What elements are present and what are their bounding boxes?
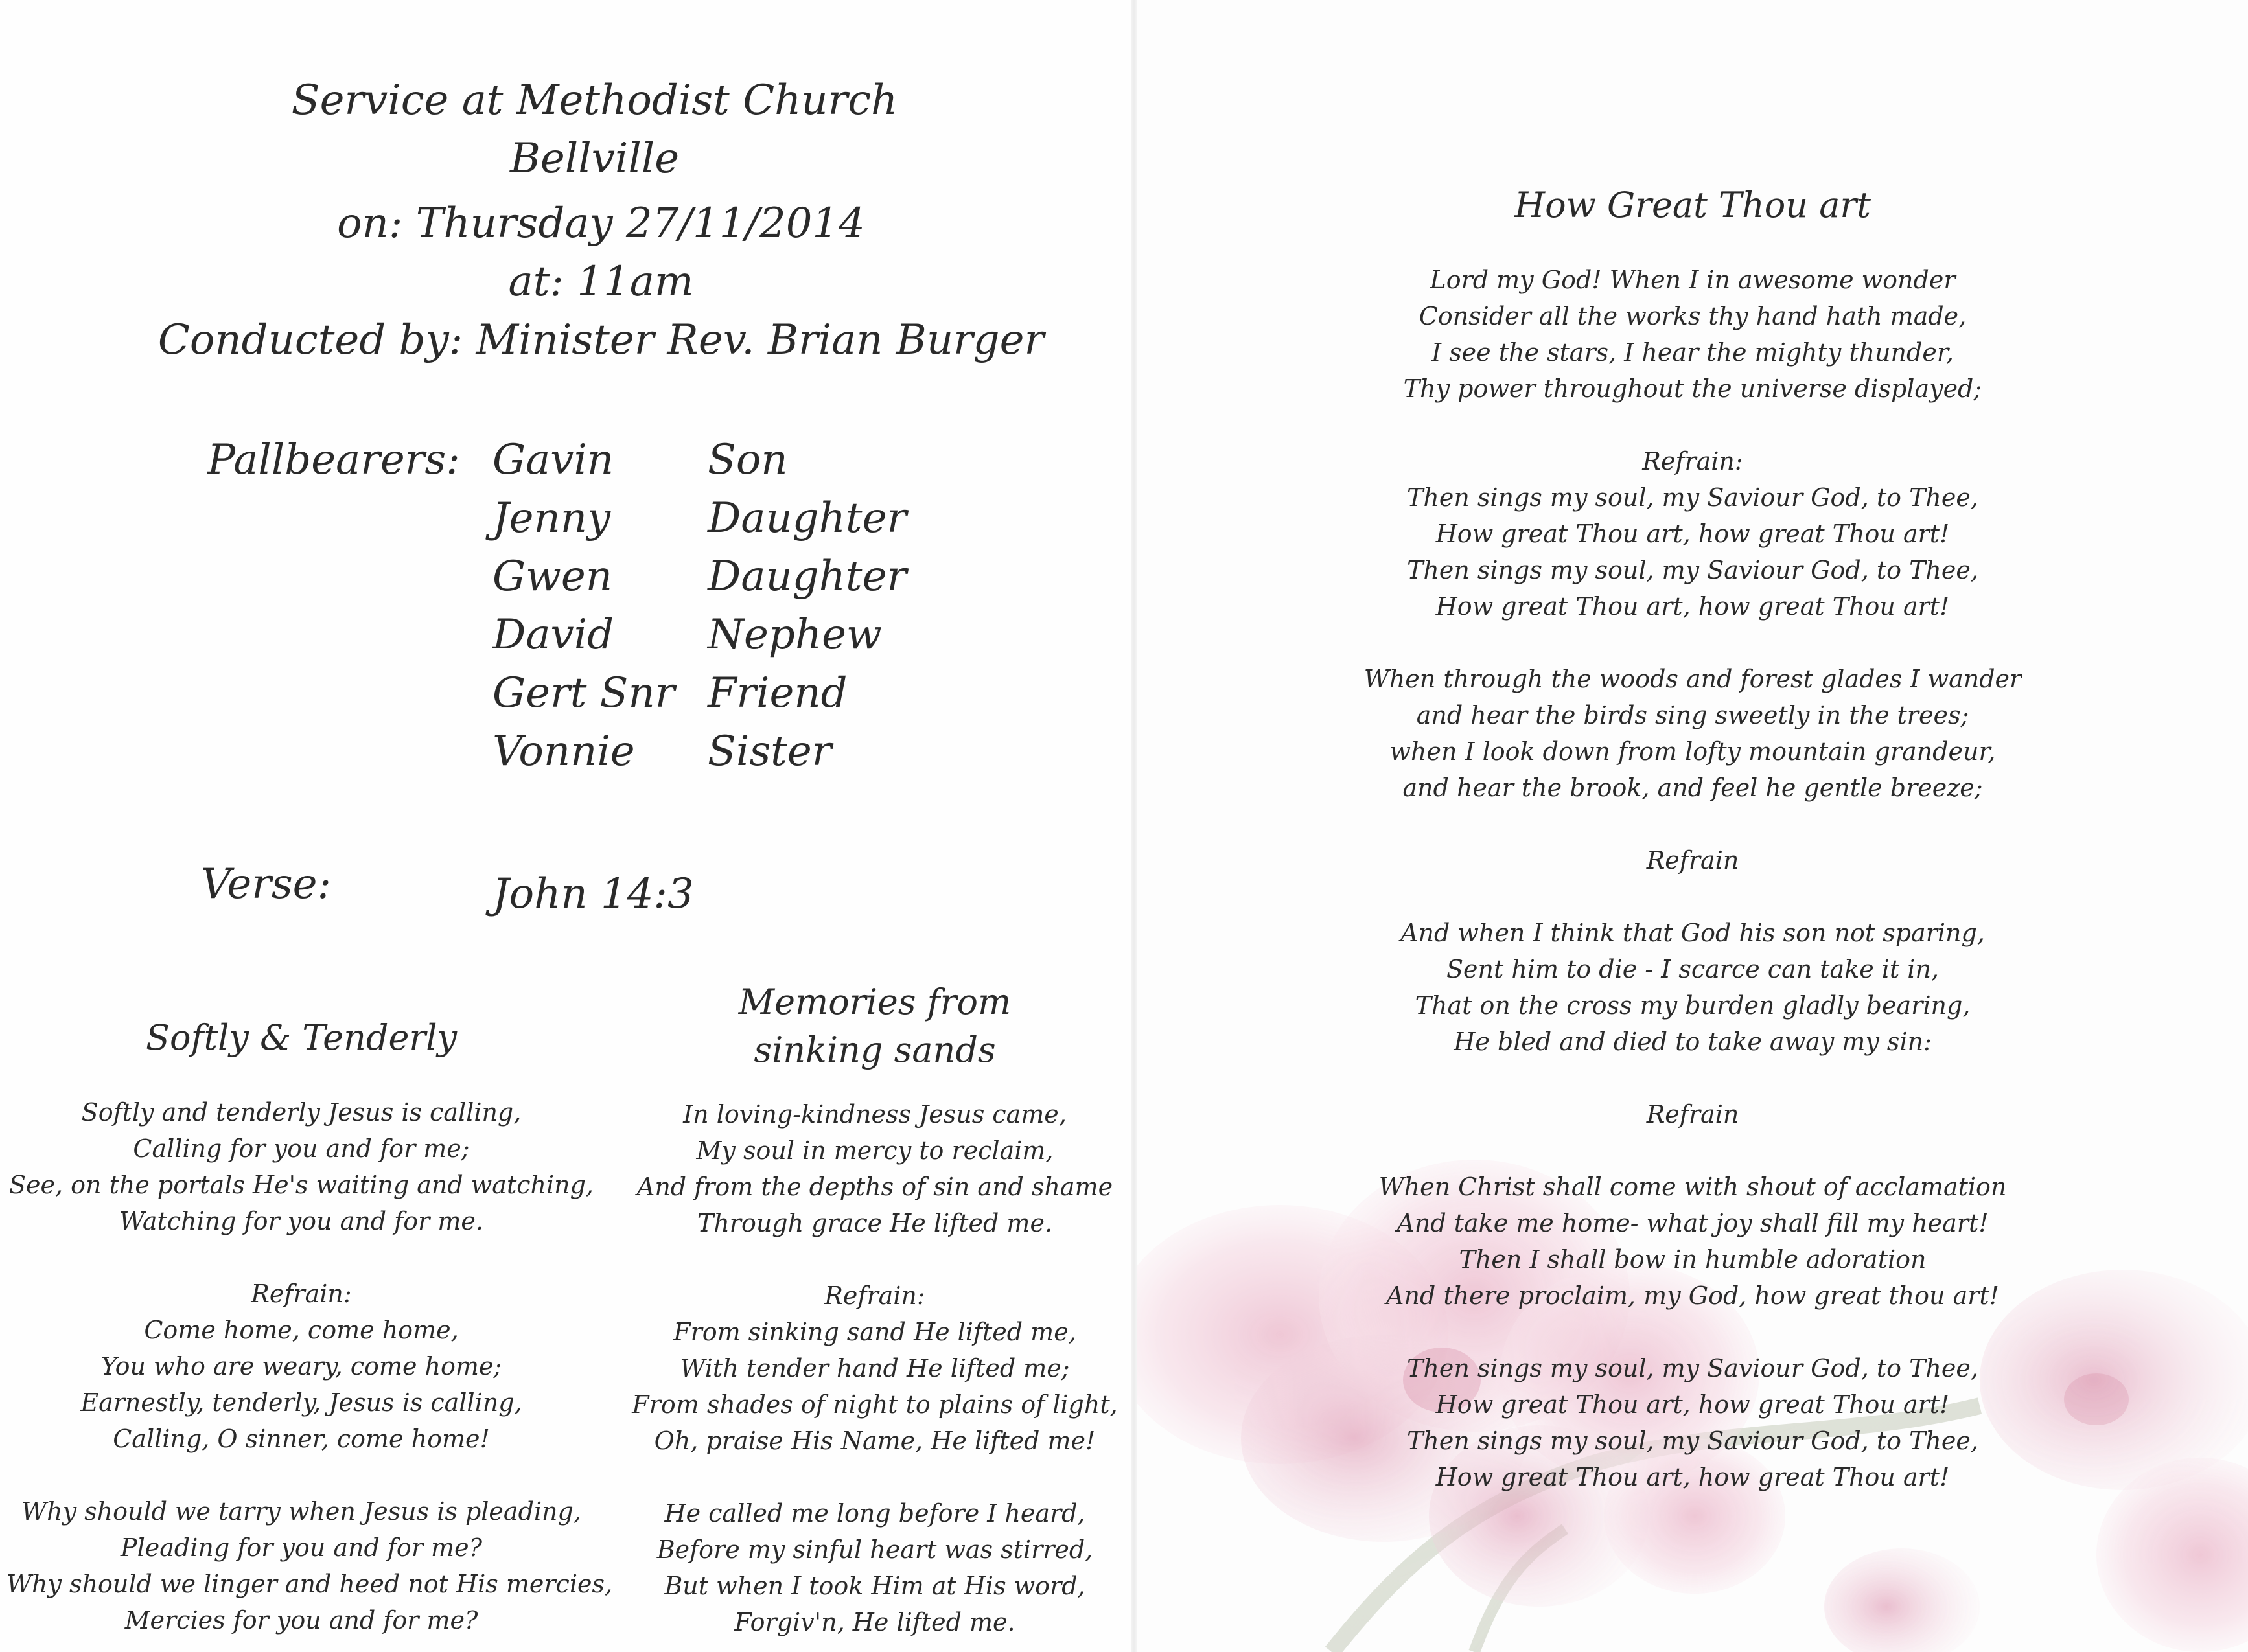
lyric-line: And when I think that God his son not sparing, — [1400, 919, 1985, 947]
lyric-line: Forgiv'n, He lifted me. — [734, 1608, 1015, 1636]
lyric-line: My soul in mercy to reclaim, — [696, 1136, 1054, 1165]
lyric-line: and hear the brook, and feel he gentle breeze; — [1402, 774, 1983, 802]
lyric-line: Then sings my soul, my Saviour God, to Thee, — [1407, 483, 1978, 512]
stanza — [609, 1278, 1131, 1459]
service-conductor: Conducted by: Minister Rev. Brian Burger — [157, 316, 1045, 364]
lyric-line: Refrain — [1646, 846, 1739, 875]
hymn-memories — [609, 978, 1131, 1640]
lyric-line: Then sings my soul, my Saviour God, to Thee, — [1407, 1427, 1978, 1455]
stanza — [609, 1096, 1131, 1241]
pallbearer-relation: Sister — [708, 728, 832, 775]
service-title: Service at Methodist Church — [291, 76, 898, 124]
lyric-line: Calling for you and for me; — [133, 1134, 470, 1163]
pallbearer-name: Gwen — [492, 553, 612, 601]
lyric-line: With tender hand He lifted me; — [680, 1354, 1070, 1382]
hymn-lyrics — [6, 1094, 613, 1638]
lyric-line: Mercies for you and for me? — [124, 1606, 478, 1635]
lyric-line: and hear the birds sing sweetly in the trees; — [1416, 701, 1969, 729]
lyric-line: Refrain: — [251, 1279, 352, 1308]
hymn-title: Memories from sinking sands — [738, 981, 1012, 1070]
lyric-line: You who are weary, come home; — [100, 1352, 502, 1381]
lyric-line: Refrain: — [824, 1281, 925, 1310]
verse-label: Verse: — [201, 860, 332, 908]
stanza — [1137, 262, 2248, 407]
lyric-line: Sent him to die - I scarce can take it in, — [1446, 955, 1940, 983]
lyric-line: Why should we tarry when Jesus is pleading, — [21, 1497, 581, 1526]
lyric-line: Pleading for you and for me? — [121, 1533, 482, 1562]
lyric-line: From sinking sand He lifted me, — [673, 1318, 1076, 1346]
stanza — [6, 1493, 613, 1638]
service-time: at: 11am — [508, 258, 694, 306]
pallbearer-relation: Daughter — [708, 553, 907, 601]
lyric-line: Earnestly, tenderly, Jesus is calling, — [80, 1388, 522, 1417]
pallbearer-name: Gert Snr — [492, 669, 675, 717]
pallbearer-name: Jenny — [492, 494, 611, 542]
hymn-lyrics — [1137, 262, 2248, 1495]
stanza — [1137, 1169, 2248, 1314]
hymn-title: Softly & Tenderly — [145, 1017, 458, 1058]
lyric-line: Thy power throughout the universe displayed; — [1403, 374, 1982, 403]
service-location: Bellville — [509, 135, 680, 183]
lyric-line: How great Thou art, how great Thou art! — [1435, 520, 1950, 548]
lyric-line: When through the woods and forest glades I wander — [1363, 665, 2022, 693]
pallbearer-relation: Friend — [708, 669, 848, 717]
stanza — [1137, 661, 2248, 806]
lyric-line: Calling, O sinner, come home! — [113, 1425, 490, 1453]
hymn-how-great-thou-art — [1137, 181, 2248, 1495]
pallbearers-label: Pallbearers: — [207, 436, 460, 484]
lyric-line: And take me home- what joy shall fill my heart! — [1396, 1209, 1989, 1237]
lyric-line: Then I shall bow in humble adoration — [1459, 1245, 1927, 1274]
lyric-line: And there proclaim, my God, how great thou art! — [1386, 1281, 1999, 1310]
lyric-line: Refrain: — [1642, 447, 1743, 476]
lyric-line: In loving-kindness Jesus came, — [683, 1100, 1067, 1129]
page-fold — [1131, 0, 1137, 1652]
lyric-line: That on the cross my burden gladly bearing, — [1415, 991, 1971, 1020]
hymn-lyrics — [609, 1096, 1131, 1640]
stanza — [6, 1094, 596, 1239]
lyric-line: From shades of night to plains of light, — [632, 1390, 1118, 1419]
lyric-line: Softly and tenderly Jesus is calling, — [81, 1098, 522, 1127]
stanza — [1137, 1350, 2248, 1495]
lyric-line: And from the depths of sin and shame — [636, 1173, 1113, 1201]
lyric-line: Lord my God! When I in awesome wonder — [1430, 266, 1956, 294]
service-date: on: Thursday 27/11/2014 — [337, 200, 865, 247]
lyric-line: He called me long before I heard, — [664, 1499, 1085, 1528]
lyric-line: Then sings my soul, my Saviour God, to Thee, — [1407, 556, 1978, 584]
lyric-line: He bled and died to take away my sin: — [1454, 1027, 1932, 1056]
lyric-line: How great Thou art, how great Thou art! — [1435, 592, 1950, 621]
pallbearer-name: Vonnie — [492, 728, 635, 775]
lyric-line: Refrain — [1646, 1100, 1739, 1129]
stanza — [1137, 443, 2248, 625]
stanza — [609, 1495, 1131, 1640]
service-header — [0, 71, 1131, 369]
lyric-line: Oh, praise His Name, He lifted me! — [654, 1427, 1096, 1455]
lyric-line: But when I took Him at His word, — [664, 1572, 1085, 1600]
hymn-title: How Great Thou art — [1514, 185, 1871, 225]
lyric-line: How great Thou art, how great Thou art! — [1435, 1463, 1950, 1491]
lyric-line: Then sings my soul, my Saviour God, to Thee, — [1407, 1354, 1978, 1382]
stanza — [1137, 915, 2248, 1060]
pallbearer-relation: Daughter — [708, 494, 907, 542]
pallbearer-relation: Son — [708, 436, 788, 484]
lyric-line: Watching for you and for me. — [119, 1207, 483, 1235]
lyric-line: Come home, come home, — [144, 1316, 459, 1344]
lyric-line: When Christ shall come with shout of acclamation — [1378, 1173, 2007, 1201]
lyric-line: Consider all the works thy hand hath made, — [1419, 302, 1967, 330]
verse-reference: John 14:3 — [492, 870, 694, 918]
lyric-line: Why should we linger and heed not His mercies, — [6, 1570, 613, 1598]
pallbearer-relation: Nephew — [708, 611, 882, 659]
lyric-line: I see the stars, I hear the mighty thunder, — [1431, 338, 1954, 367]
right-page — [1137, 0, 2248, 1652]
pallbearer-name: David — [492, 611, 614, 659]
lyric-line: See, on the portals He's waiting and watching, — [9, 1171, 594, 1199]
lyric-line: How great Thou art, how great Thou art! — [1435, 1390, 1950, 1419]
stanza — [6, 1276, 596, 1457]
stanza — [1137, 842, 2248, 878]
hymn-softly-tenderly — [6, 1014, 613, 1638]
lyric-line: Through grace He lifted me. — [697, 1209, 1053, 1237]
lyric-line: Before my sinful heart was stirred, — [656, 1535, 1093, 1564]
pallbearer-name: Gavin — [492, 436, 614, 484]
lyric-line: when I look down from lofty mountain grandeur, — [1389, 737, 1996, 766]
stanza — [1137, 1096, 2248, 1132]
